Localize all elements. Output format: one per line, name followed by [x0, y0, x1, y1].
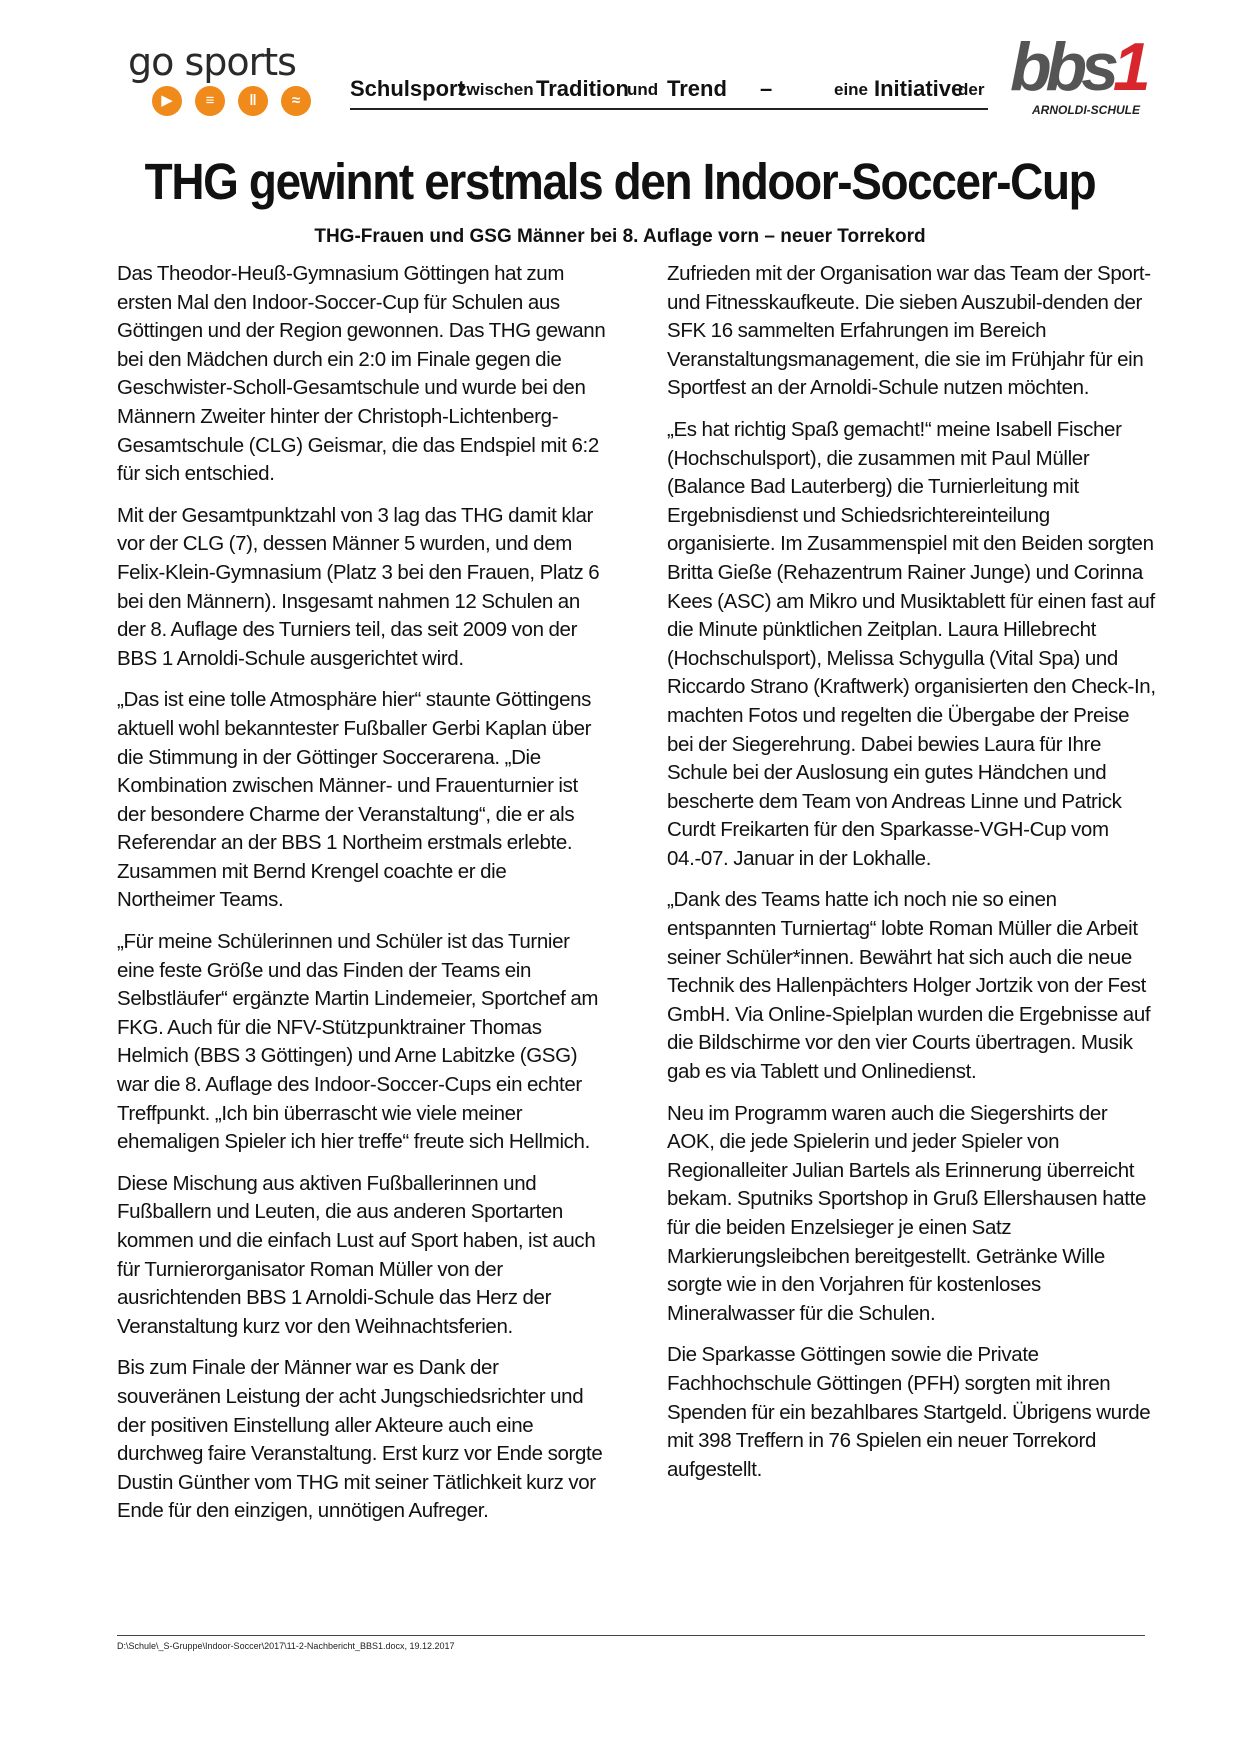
- go-sports-logo: [122, 42, 322, 122]
- page-header: [0, 0, 1240, 130]
- article-paragraph: „Für meine Schülerinnen und Schüler ist das Turnier eine feste Größe und das Finden der Teams ein Selbstläufer“ ergänzte Martin Lindemeier, Sportchef am FKG. Auch für die NFV-Stützpunktrainer Thomas Helmich (BBS 3 Göttingen) und Arne Labitzke (GSG) war die 8. Auflage des Indoor-Soccer-Cups ein echter Treffpunkt. „Ich bin überrascht wie viele meiner ehemaligen Spieler ich hier treffe“ freute sich Hellmich.: [117, 930, 599, 1154]
- article-column-left: [117, 260, 607, 1539]
- bbs1-logo-word: [1010, 29, 1145, 105]
- bbs1-logo-subtitle: ARNOLDI-SCHULE: [1032, 103, 1140, 117]
- tagline-word: der: [958, 80, 985, 99]
- footer-divider: [117, 1635, 1145, 1636]
- header-tagline: [350, 76, 988, 110]
- article-paragraph: Bis zum Finale der Männer war es Dank der souveränen Leistung der acht Jungschiedsrichter und der positiven Einstellung aller Akteure auch eine durchweg faire Veranstaltung. Erst kurz vor Ende sorgte Dustin Günther vom THG mit seiner Tätlichkeit kurz vor Ende für den einzigen, unnötigen Aufreger.: [117, 1356, 603, 1523]
- tagline-word: Schulsport: [350, 76, 465, 101]
- article-paragraph: „Dank des Teams hatte ich noch nie so einen entspannten Turniertag“ lobte Roman Müller die Arbeit seiner Schüler*innen. Bewährt hat sich auch die neue Technik des Hallenpächters Holger Jortzik von der Fest GmbH. Via Online-Spielplan wurden die Ergebnisse auf die Bildschirme vor den vier Courts übertragen. Musik gab es via Tablett und Onlinedienst.: [667, 888, 1151, 1084]
- tagline-dash: –: [760, 76, 773, 101]
- tagline-word: Tradition: [536, 76, 629, 101]
- tagline-word: zwischen: [458, 80, 534, 99]
- bbs1-logo-digit: 1: [1112, 29, 1145, 105]
- article-paragraph: „Das ist eine tolle Atmosphäre hier“ staunte Göttingens aktuell wohl bekanntester Fußballer Gerbi Kaplan über die Stimmung in der Göttinger Soccerarena. „Die Kombination zwischen Männer- und Frauenturnier ist der besondere Charme der Veranstaltung“, die er als Referendar an der BBS 1 Northeim erstmals erlebte. Zusammen mit Bernd Krengel coachte er die Northeimer Teams.: [117, 688, 592, 912]
- footer-file-path: D:\Schule\_S-Gruppe\Indoor-Soccer\2017\11-2-Nachbericht_BBS1.docx, 19.12.2017: [117, 1641, 455, 1651]
- article-paragraph: „Es hat richtig Spaß gemacht!“ meine Isabell Fischer (Hochschulsport), die zusammen mit Paul Müller (Balance Bad Lauterberg) die Turnierleitung mit Ergebnisdienst und Schiedsrichtereinteilung organisierte. Im Zusammenspiel mit den Beiden sorgten Britta Gieße (Rehazentrum Rainer Junge) und Corinna Kees (ASC) am Mikro und Musiktablett für einen fast auf die Minute pünktlichen Zeitplan. Laura Hillebrecht (Hochschulsport), Melissa Schygulla (Vital Spa) und Riccardo Strano (Kraftwerk) organisierten den Check-In, machten Fotos und regelten die Übergabe der Preise bei der Siegerehrung. Dabei bewies Laura für Ihre Schule bei der Auslosung ein gutes Händchen und bescherte dem Team von Andreas Linne und Patrick Curdt Freikarten für den Sparkasse-VGH-Cup vom 04.-07. Januar in der Lokhalle.: [667, 417, 1156, 870]
- tagline-word: eine: [834, 80, 869, 99]
- play-circle-icon: ▶: [152, 86, 182, 116]
- article-paragraph: Zufrieden mit der Organisation war das Team der Sport- und Fitnesskaufkeute. Die sieben Auszubil-denden der SFK 16 sammelten Erfahrungen im Bereich Veranstaltungsmanagement, die sie im Frühjahr für ein Sportfest an der Arnoldi-Schule nutzen möchten.: [667, 262, 1151, 400]
- bbs1-logo: [1010, 29, 1145, 120]
- bars-circle-icon: ‖: [238, 86, 268, 116]
- article-paragraph: Mit der Gesamtpunktzahl von 3 lag das THG damit klar vor der CLG (7), dessen Männer 5 wurden, und dem Felix-Klein-Gymnasium (Platz 3 bei den Frauen, Platz 6 bei den Männern). Insgesamt nahmen 12 Schulen an der 8. Auflage des Turniers teil, das seit 2009 von der BBS 1 Arnoldi-Schule ausgerichtet wird.: [117, 503, 600, 670]
- article-subheadline: THG-Frauen und GSG Männer bei 8. Auflage vorn – neuer Torrekord: [314, 226, 926, 247]
- article-paragraph: Die Sparkasse Göttingen sowie die Private Fachhochschule Göttingen (PFH) sorgten mit ihren Spenden für ein bezahlbares Startgeld. Übrigens wurde mit 398 Treffern in 76 Spielen ein neuer Torrekord aufgestellt.: [667, 1343, 1151, 1481]
- tagline-word: und: [627, 80, 659, 99]
- article-paragraph: Neu im Programm waren auch die Siegershirts der AOK, die jede Spielerin und jeder Spieler von Regionalleiter Julian Bartels als Erinnerung überreicht bekam. Sputniks Sportshop in Gruß Ellershausen hatte für die beiden Enzelsieger je einen Satz Markierungsleibchen bereitgestellt. Getränke Wille sorgte wie in den Vorjahren für kostenloses Mineralwasser für die Schulen.: [667, 1101, 1147, 1325]
- bbs1-logo-letters: bbs: [1010, 29, 1113, 105]
- go-sports-logo-text: go sports: [128, 40, 296, 84]
- article-column-right: [667, 260, 1157, 1497]
- menu-circle-icon: ≡: [195, 86, 225, 116]
- tagline-word: Initiative: [874, 76, 964, 101]
- waves-circle-icon: ≈: [281, 86, 311, 116]
- tagline-word: Trend: [667, 76, 727, 101]
- article-paragraph: Das Theodor-Heuß-Gymnasium Göttingen hat zum ersten Mal den Indoor-Soccer-Cup für Schulen aus Göttingen und der Region gewonnen. Das THG gewann bei den Mädchen durch ein 2:0 im Finale gegen die Geschwister-Scholl-Gesamtschule und wurde bei den Männern Zweiter hinter der Christoph-Lichtenberg-Gesamtschule (CLG) Geismar, die das Endspiel mit 6:2 für sich entschied.: [117, 262, 606, 486]
- article-headline: THG gewinnt erstmals den Indoor-Soccer-Cup: [144, 153, 1096, 210]
- article-paragraph: Diese Mischung aus aktiven Fußballerinnen und Fußballern und Leuten, die aus anderen Sportarten kommen und die einfach Lust auf Sport haben, ist auch für Turnierorganisator Roman Müller von der ausrichtenden BBS 1 Arnoldi-Schule das Herz der Veranstaltung kurz vor den Weihnachtsferien.: [117, 1171, 596, 1338]
- go-sports-logo-icons: [152, 86, 311, 116]
